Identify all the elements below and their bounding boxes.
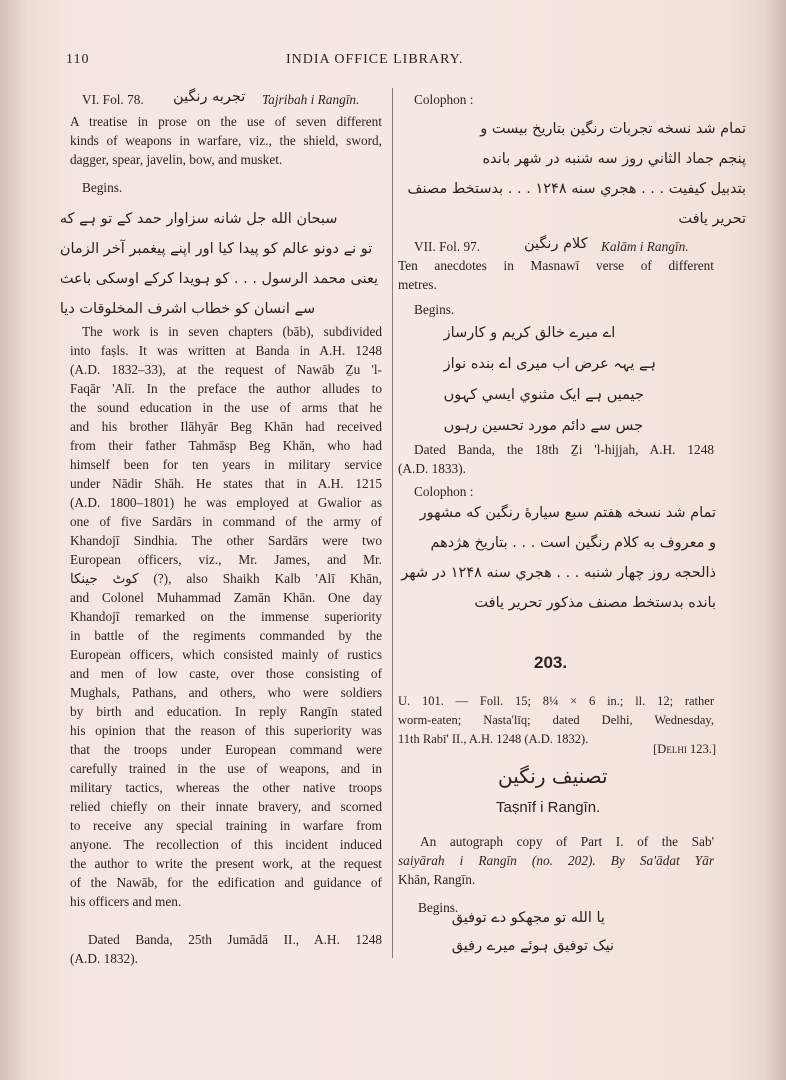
body-line: The work is in seven chapters (bāb), subdivided	[82, 324, 382, 339]
entry-vi-title: Tajribah i Rangīn.	[262, 92, 360, 107]
urdu-line: پنجم جماد الثاني روز سه شنبه در شهر بانده	[482, 151, 746, 167]
work-urdu-title: تصنیف رنگین	[498, 764, 608, 788]
body-line: (A.D. 1800–1801) he was employed at Gwalior as	[70, 495, 382, 510]
dated-line: Dated Banda, 25th Jumādā II., A.H. 1248	[88, 932, 382, 947]
entry-vii-title: Kalām i Rangīn.	[601, 239, 689, 254]
urdu-line: جیمیں ہے ایک مثنوي ایسي کہوں	[443, 387, 644, 403]
body-line: himself been for ten years in military service	[70, 457, 382, 472]
urdu-line: تمام شد نسخه تجربات رنگین بتاریخ بیست و	[480, 121, 746, 137]
begins-label: Begins.	[418, 900, 459, 915]
body-line: European officers, viz., Mr. James, and Mr.	[70, 552, 382, 567]
body-line: and men of low caste, over those consisting of	[70, 666, 382, 681]
description-line: Khān, Rangīn.	[398, 872, 476, 887]
entry-vii-number: VII. Fol. 97.	[414, 239, 481, 254]
mss-line: 11th Rabī' II., A.H. 1248 (A.D. 1832).	[398, 732, 589, 746]
body-line: under Nādir Shāh. He states that in A.H. 1215	[70, 476, 382, 491]
body-line: military tactics, whereas the other native troops	[70, 780, 382, 795]
entry-vii-urdu-title: کلام رنگین	[524, 236, 588, 252]
dated-line: Dated Banda, the 18th Ẕi 'l-hijjah, A.H. 1248	[414, 442, 714, 457]
description-line: dagger, spear, javelin, bow, and musket.	[70, 152, 283, 167]
description-line: kinds of weapons in warfare, viz., the shield, sword,	[70, 133, 382, 148]
urdu-line: اے میرے خالق کریم و کارساز	[443, 325, 616, 341]
body-line: relied chiefly on their innate bravery, and scorned	[70, 799, 382, 814]
description-line: metres.	[398, 277, 437, 292]
body-line: and Colonel Muhammad Zamān Khān. One day	[70, 590, 382, 605]
body-line: to receive any special training in warfare from	[70, 818, 382, 833]
urdu-line: نیک توفیق ہوئے میرے رفیق	[451, 938, 614, 954]
urdu-line: ہے یہہ عرض اب میری اے بنده نواز	[443, 356, 656, 372]
running-title: INDIA OFFICE LIBRARY.	[286, 52, 464, 67]
colophon-urdu-block	[408, 114, 746, 234]
body-line: his officers and men.	[70, 894, 182, 909]
urdu-line: سے انسان کو خطاب اشرف المخلوقات دیا	[59, 301, 316, 317]
column-divider	[392, 88, 393, 958]
body-line: that the troops under European command were	[70, 742, 382, 757]
urdu-line: بتدبیل کیفیت . . . هجري سنه ۱۲۴۸ . . . بدستخط مصنف	[407, 181, 746, 197]
urdu-line: تمام شد نسخه هفتم سبع سیارهٔ رنگین که مشهور	[419, 505, 716, 521]
begins-urdu-block	[452, 904, 614, 960]
colophon-label: Colophon :	[414, 484, 474, 499]
body-line: by birth and education. In reply Rangīn stated	[70, 704, 382, 719]
begins-label: Begins.	[82, 180, 123, 195]
urdu-line: جس سے دائم مورد تحسین رہوں	[443, 418, 644, 434]
description-line: An autograph copy of Part I. of the Sab'	[420, 834, 714, 849]
body-line: European officers, which consisted mainly of rustics	[70, 647, 382, 662]
entry-vi-body	[70, 322, 382, 911]
description-line: saiyārah i Rangīn (no. 202). By Sa'ādat Yār	[398, 853, 714, 868]
body-line: of the Nawāb, for the edification and guidance of	[70, 875, 382, 890]
description-line: Ten anecdotes in Masnawī verse of different	[398, 258, 714, 273]
body-line: (A.D. 1832–33), at the request of Nawāb Ẕu 'l-	[70, 362, 382, 377]
urdu-line: و معروف به کلام رنگین است . . . بتاریخ هژدهم	[430, 535, 716, 551]
body-line: carefully trained in the use of weapons, and in	[70, 761, 382, 776]
body-line: one of five Sardārs in command of the army of	[70, 514, 382, 529]
entry-vi-urdu-title: تجربه رنگین	[173, 89, 246, 105]
entry-vii-description	[398, 256, 714, 294]
body-line: in battle of the regiments commanded by the	[70, 628, 382, 643]
urdu-line: یا الله تو مجھکو دے توفیق	[451, 910, 605, 926]
entry-vi-description	[70, 112, 382, 169]
urdu-line: سبحان الله جل شانه سزاوار حمد کے تو ہے که	[59, 211, 338, 227]
colophon-label: Colophon :	[414, 92, 474, 107]
urdu-line: بانده بدستخط مصنف مذکور تحریر یافت	[474, 595, 716, 611]
work-description	[398, 832, 714, 889]
body-line: Faqār 'Alī. In the preface the author alludes to	[70, 381, 382, 396]
dated-line: (A.D. 1832).	[70, 951, 138, 966]
colophon-urdu-block	[401, 498, 716, 618]
urdu-line: یعنی محمد الرسول . . . کو ہویدا کرکے اوسکی باعث	[59, 271, 378, 287]
entry-vi-number: VI. Fol. 78.	[82, 92, 144, 107]
begins-urdu-block	[444, 318, 656, 442]
entry-vi-dated	[70, 930, 382, 968]
work-title: Taṣnīf i Rangīn.	[496, 799, 601, 816]
body-line: the author to write the present work, at the request	[70, 856, 382, 871]
body-line: Khandojī Sindhia. The other Sardārs were two	[70, 533, 382, 548]
urdu-line: تحریر یافت	[678, 211, 746, 227]
page-number: 110	[66, 52, 90, 67]
urdu-line: ذالحجه روز چهار شنبه . . . هجري سنه ۱۲۴۸ در شهر	[401, 565, 716, 581]
body-line: his opinion that the reason of this superiority was	[70, 723, 382, 738]
begins-label: Begins.	[414, 302, 455, 317]
mss-line: worm-eaten; Nasta'līq; dated Delhi, Wednesday,	[398, 713, 714, 727]
body-line: Khandojī remarked on the immense superiority	[70, 609, 382, 624]
body-line: Mughals, Pathans, and others, who were soldiers	[70, 685, 382, 700]
entry-vii-dated	[398, 440, 714, 478]
section-number: 203.	[534, 653, 568, 672]
dated-line: (A.D. 1833).	[398, 461, 466, 476]
description-line: A treatise in prose on the use of seven different	[70, 114, 382, 129]
body-line: کوٹ جینکا (?), also Shaikh Kalb 'Alī Khān,	[70, 571, 382, 586]
body-line: from their father Tahmāsp Beg Khān, who had	[70, 438, 382, 453]
delhi-reference: [Delhi 123.]	[653, 742, 716, 756]
begins-urdu-block	[60, 204, 378, 324]
body-line: anyone. The recollection of this incident induced	[70, 837, 382, 852]
mss-line: U. 101. — Foll. 15; 8¼ × 6 in.; ll. 12; rather	[398, 694, 714, 708]
body-line: into faṣls. It was written at Banda in A.H. 1248	[70, 343, 382, 358]
urdu-line: تو نے دونو عالم کو پیدا کیا اور اپنے پیغمبر آخر الزمان	[59, 241, 373, 257]
body-line: the sound education in the use of arms that he	[70, 400, 382, 415]
body-line: and his brother Ilāhyār Beg Khān had received	[70, 419, 382, 434]
